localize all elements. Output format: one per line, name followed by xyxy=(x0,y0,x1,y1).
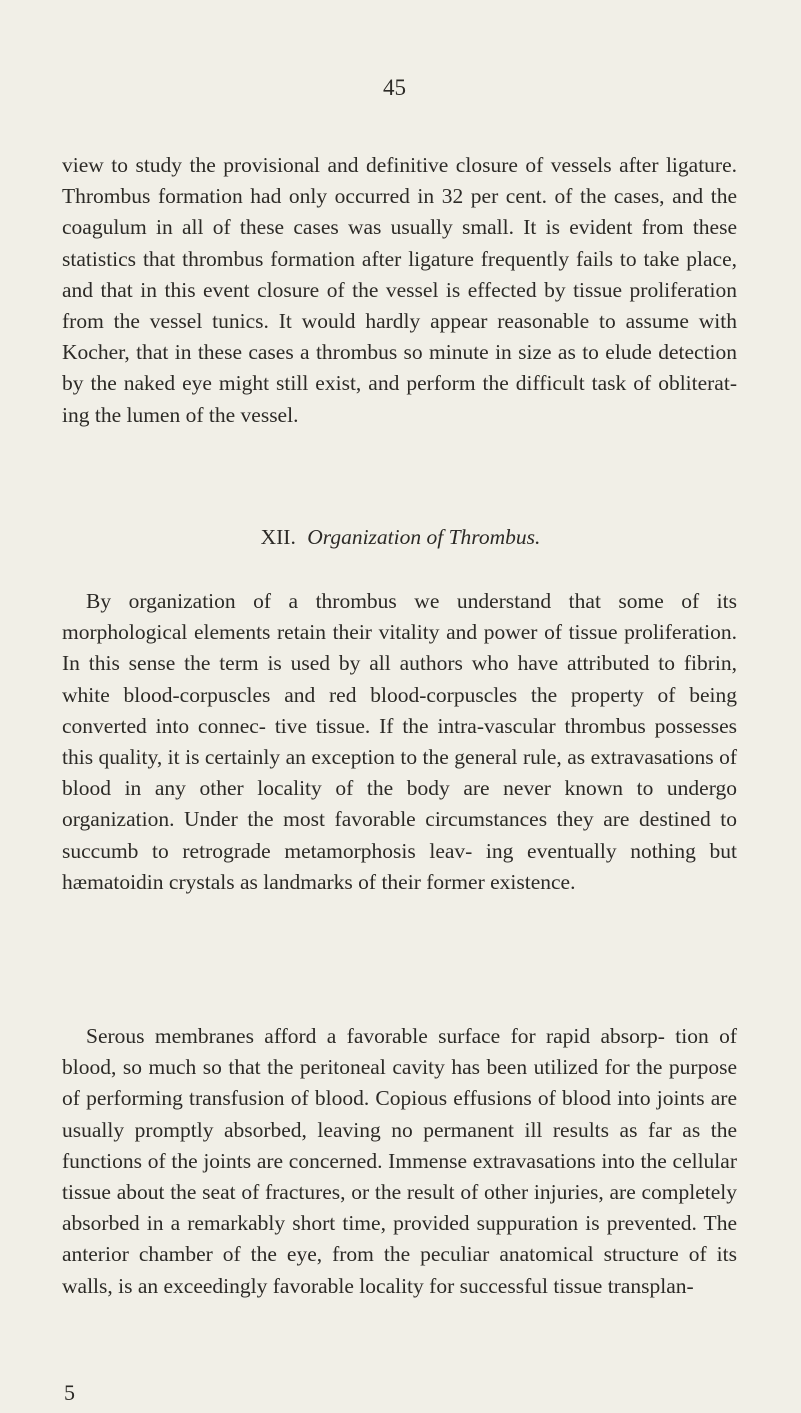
signature-mark: 5 xyxy=(64,1380,75,1405)
section-title: Organization of Thrombus. xyxy=(307,525,541,549)
paragraph-continuation: view to study the provisional and definitive closure of vessels after ligature. Thrombus formation had only occurred in 32 per cent. of the cases, and the coagulum in all of these cases was usually small. It is evident from these statistics that thrombus formation after ligature frequently fails to take place, and that in this event closure of the vessel is effected by tissue proliferation from the vessel tunics. It would hardly appear reasonable to assume with Kocher, that in these cases a thrombus so minute in size as to elude detection by the naked eye might still exist, and perform the difficult task of obliterat- ing the lumen of the vessel. xyxy=(62,153,737,427)
section-heading xyxy=(0,522,801,553)
paragraph-organization: By organization of a thrombus we understand that some of its morphological elements retain their vitality and power of tissue proliferation. In this sense the term is used by all authors who have attributed to fibrin, white blood-corpuscles and red blood-corpuscles the property of being converted into connec- tive tissue. If the intra-vascular thrombus possesses this quality, it is certainly an exception to the general rule, as extravasations of blood in any other locality of the body are never known to undergo organization. Under the most favorable circumstances they are destined to succumb to retrograde metamorphosis leav- ing eventually nothing but hæmatoidin crystals as landmarks of their former existence. xyxy=(62,589,737,894)
paragraph-serous-membranes: Serous membranes afford a favorable surface for rapid absorp- tion of blood, so much so that the peritoneal cavity has been utilized for the purpose of performing transfusion of blood. Copious effusions of blood into joints are usually promptly absorbed, leaving no permanent ill results as far as the functions of the joints are concerned. Immense extravasations into the cellular tissue about the seat of fractures, or the result of other injuries, are completely absorbed in a remarkably short time, provided suppuration is prevented. The anterior chamber of the eye, from the peculiar anatomical structure of its walls, is an exceedingly favorable locality for successful tissue transplan- xyxy=(62,1024,737,1298)
page-number: 45 xyxy=(383,75,406,100)
section-number: XII. xyxy=(260,525,296,549)
